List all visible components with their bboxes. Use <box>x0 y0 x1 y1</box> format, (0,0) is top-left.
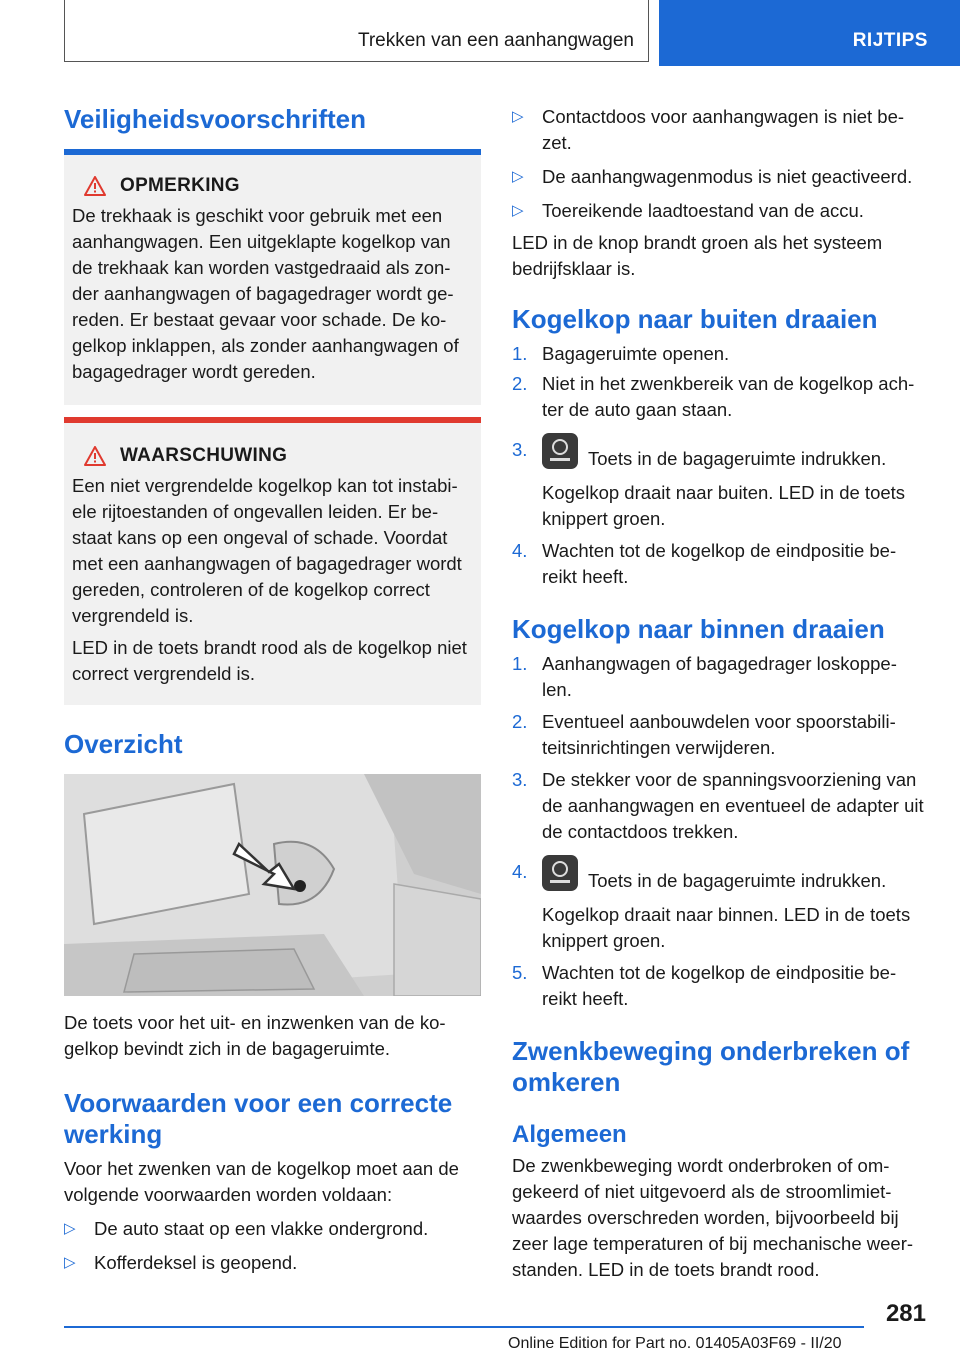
step-item <box>512 855 926 954</box>
list-item <box>64 1250 481 1276</box>
step-result-text: Kogelkop draait naar buiten. LED in de toets knippert groen. <box>542 482 906 529</box>
list-item <box>512 198 926 224</box>
header-chapter-label: RIJTIPS <box>852 30 928 51</box>
list-item-text: Kofferdeksel is geopend. <box>94 1252 298 1273</box>
out-steps <box>512 341 926 590</box>
list-item-text: De auto staat op een vlakke ondergrond. <box>94 1218 429 1239</box>
warning-led-text: LED in de toets brandt rood als de kogelkop niet correct vergrendeld is. <box>72 637 467 684</box>
general-text: De zwenkbeweging wordt onderbroken of om‐gekeerd of niet uitgevoerd als de stroomlimiet‐waardes overschreden worden, bijvoorbeeld bij zeer lage temperaturen of bij mechanische weer‐standen. LED in de toets brandt rood. <box>512 1155 914 1280</box>
step-text: Wachten tot de kogelkop de eindpositie be‐reikt heeft. <box>542 540 897 587</box>
right-column <box>512 104 926 1283</box>
warning-text: Een niet vergrendelde kogelkop kan tot instabi‐ele rijtoestanden of ongevallen leiden. Er be‐staat kans op een ongeval of schade. Voordat met een aanhangwagen of bagagedrager wordt gereden, controleren of de kogelkop correct vergrendeld is. <box>72 475 462 626</box>
step-text: Toets in de bagageruimte indrukken. <box>588 870 887 891</box>
triangle-bullet-icon: ▷ <box>512 108 524 125</box>
step-item <box>512 371 926 423</box>
conditions-intro: Voor het zwenken van de kogelkop moet aan de volgende voorwaarden worden voldaan: <box>64 1158 459 1205</box>
list-item-text: De aanhangwagenmodus is niet geactiveerd. <box>542 166 913 187</box>
step-text: Niet in het zwenkbereik van de kogelkop ach‐ter de auto gaan staan. <box>542 373 915 420</box>
list-item-text: Toereikende laadtoestand van de accu. <box>542 200 864 221</box>
step-number: 1. <box>512 343 528 364</box>
conditions-list <box>64 1216 481 1276</box>
step-item <box>512 433 926 532</box>
step-number: 5. <box>512 962 528 983</box>
header-chapter-tab <box>659 0 960 66</box>
list-item <box>64 1216 481 1242</box>
page-header <box>64 0 960 66</box>
step-number: 3. <box>512 439 528 460</box>
title-voorwaarden: Voorwaarden voor een correcte werking <box>64 1088 453 1149</box>
notice-box <box>64 155 481 405</box>
step-item <box>512 538 926 590</box>
step-number: 4. <box>512 540 528 561</box>
step-item <box>512 767 926 845</box>
overview-caption: De toets voor het uit- en inzwenken van de ko‐gelkop bevindt zich in de bagageruimte. <box>64 1012 446 1059</box>
warning-triangle-icon <box>84 176 106 196</box>
warning-label: WAARSCHUWING <box>120 445 288 466</box>
triangle-bullet-icon: ▷ <box>512 168 524 185</box>
step-item <box>512 341 926 367</box>
step-result-text: Kogelkop draait naar binnen. LED in de toets knippert groen. <box>542 904 911 951</box>
title-naar-buiten: Kogelkop naar buiten draaien <box>512 304 878 334</box>
title-naar-binnen: Kogelkop naar binnen draaien <box>512 614 885 644</box>
title-algemeen: Algemeen <box>512 1121 627 1148</box>
triangle-bullet-icon: ▷ <box>64 1220 76 1237</box>
list-item <box>512 164 926 190</box>
step-text: Wachten tot de kogelkop de eindpositie be‐reikt heeft. <box>542 962 897 1009</box>
list-item-text: Contactdoos voor aanhangwagen is niet be‐zet. <box>542 106 905 153</box>
triangle-bullet-icon: ▷ <box>512 202 524 219</box>
trailer-hitch-button-icon <box>542 855 578 891</box>
led-note: LED in de knop brandt groen als het systeem bedrijfsklaar is. <box>512 232 883 279</box>
step-number: 4. <box>512 861 528 882</box>
footer-rule <box>64 1326 864 1328</box>
step-number: 1. <box>512 653 528 674</box>
title-zwenkbeweging: Zwenkbeweging onderbreken of omkeren <box>512 1036 910 1097</box>
step-number: 2. <box>512 711 528 732</box>
conditions-list-continued <box>512 104 926 224</box>
title-veiligheidsvoorschriften: Veiligheidsvoorschriften <box>64 104 366 134</box>
in-steps <box>512 651 926 1012</box>
title-overzicht: Overzicht <box>64 729 183 759</box>
step-text: Bagageruimte openen. <box>542 343 730 364</box>
warning-heading <box>84 445 473 467</box>
page-number: 281 <box>885 1300 926 1327</box>
step-item <box>512 960 926 1012</box>
trailer-hitch-button-icon <box>542 433 578 469</box>
edition-text: Online Edition for Part no. 01405A03F69 - II/20 <box>508 1335 842 1352</box>
triangle-bullet-icon: ▷ <box>64 1254 76 1271</box>
warning-box <box>64 423 481 705</box>
left-column <box>64 100 481 1276</box>
step-number: 2. <box>512 373 528 394</box>
step-text: Toets in de bagageruimte indrukken. <box>588 448 887 469</box>
step-text: Aanhangwagen of bagagedrager loskoppe‐len. <box>542 653 897 700</box>
step-text: De stekker voor de spanningsvoorziening van de aanhangwagen en eventueel de adapter uit de contactdoos trekken. <box>542 769 924 842</box>
notice-label: OPMERKING <box>120 175 240 196</box>
notice-heading <box>84 175 473 197</box>
step-text: Eventueel aanbouwdelen voor spoorstabili‐teitsinrichtingen verwijderen. <box>542 711 896 758</box>
trunk-illustration <box>64 774 481 996</box>
warning-triangle-icon <box>84 446 106 466</box>
list-item <box>512 104 926 156</box>
header-section-title: Trekken van een aanhangwagen <box>357 30 634 51</box>
step-number: 3. <box>512 769 528 790</box>
step-item <box>512 709 926 761</box>
trunk-button-photo <box>64 774 481 996</box>
header-section-box <box>64 0 649 62</box>
notice-text: De trekhaak is geschikt voor gebruik met een aanhangwagen. Een uitgeklapte kogelkop van de trekhaak kan worden vastgedraaid als zon‐der aanhangwagen of bagagedrager wordt ge‐reden. Er bestaat gevaar voor schade. De ko‐gelkop inklappen, als zonder aanhangwagen of bagagedrager wordt gereden. <box>72 205 459 382</box>
step-item <box>512 651 926 703</box>
